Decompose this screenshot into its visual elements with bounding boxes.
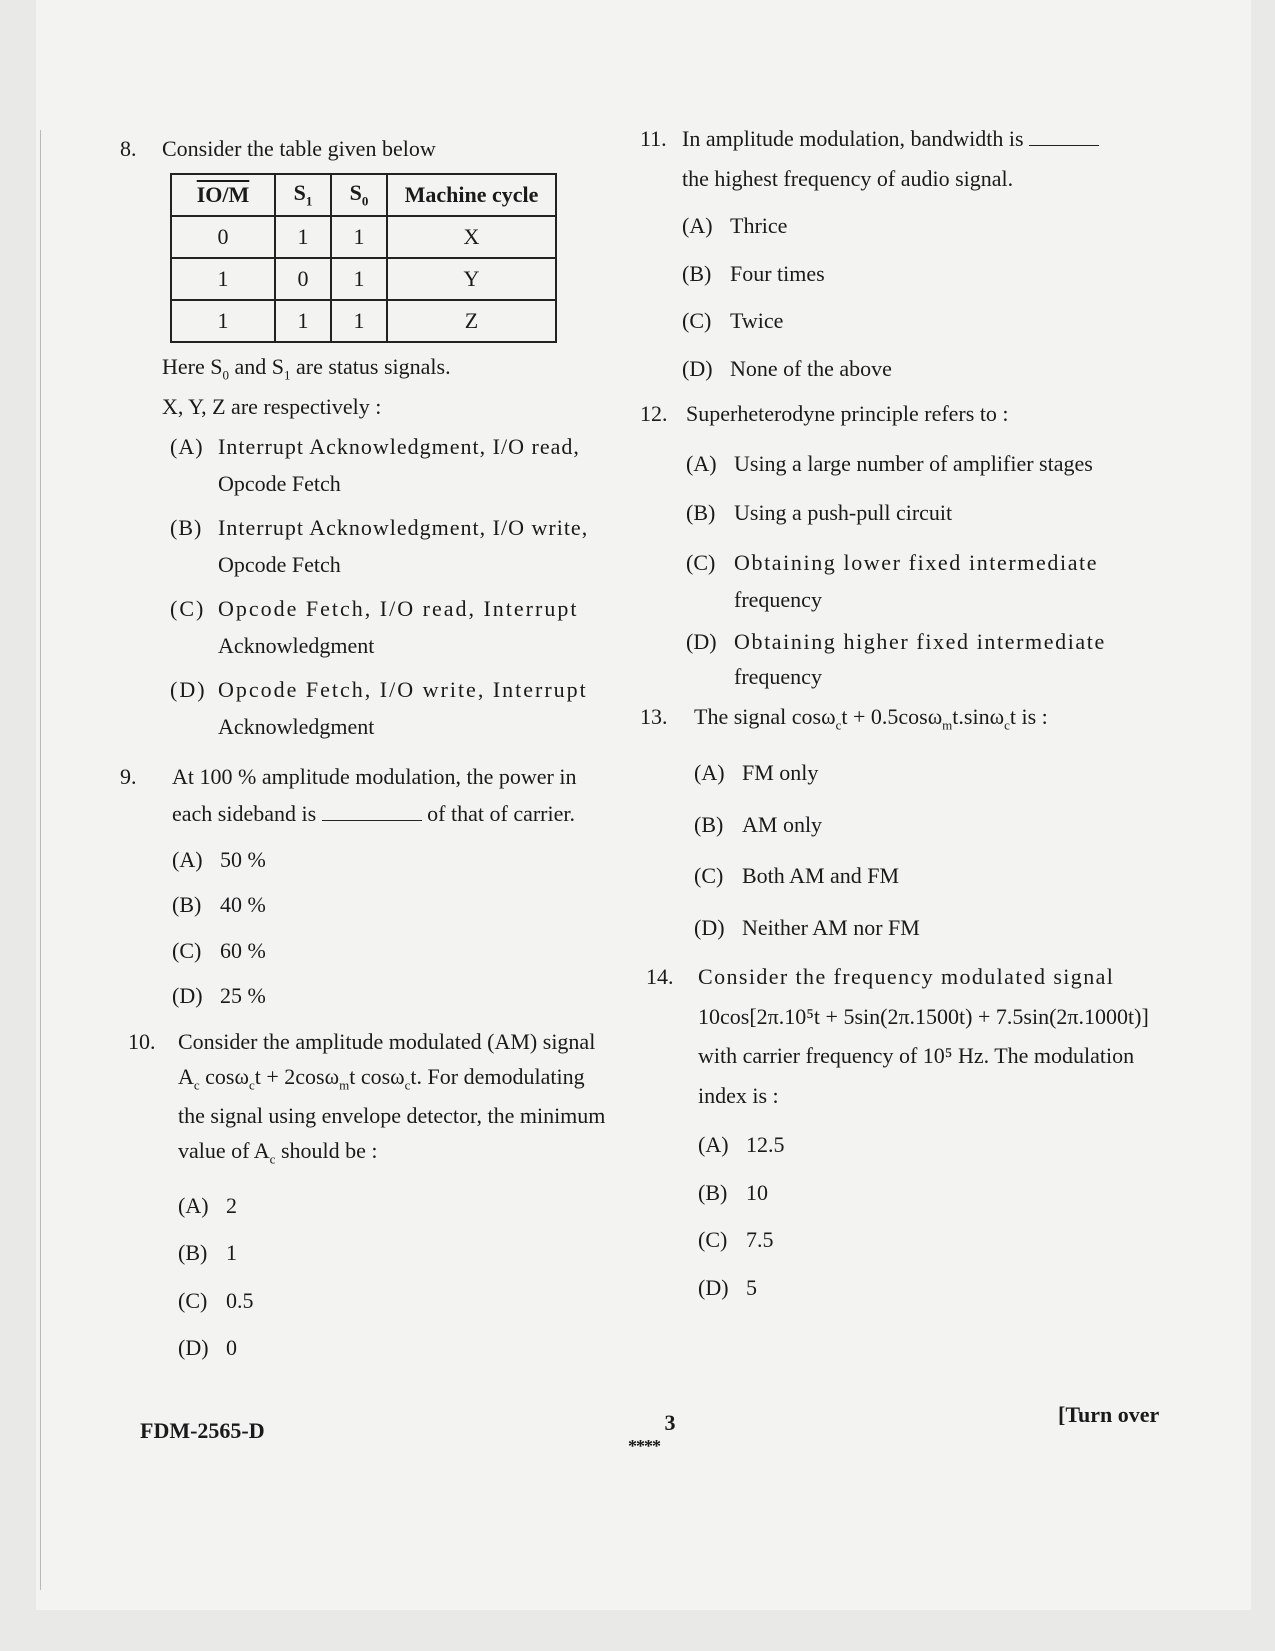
option-c: (C) Both AM and FM — [694, 863, 900, 889]
answer-blank — [322, 806, 422, 821]
option-a: (A) Interrupt Acknowledgment, I/O read, Opcode Fetch — [170, 433, 580, 497]
table-header: Machine cycle — [387, 174, 556, 216]
table-cell: 1 — [331, 216, 387, 258]
table-cell: 1 — [171, 258, 275, 300]
page-stars: **** — [628, 1436, 660, 1456]
question-number: 8. — [120, 136, 137, 161]
question-13 — [640, 703, 1185, 942]
right-column — [640, 125, 1185, 1301]
table-cell: 1 — [331, 258, 387, 300]
question-14 — [640, 963, 1185, 1301]
turn-over-note: [Turn over — [1058, 1402, 1160, 1427]
option-c: (C) Twice — [682, 308, 784, 333]
option-b: (B) Four times — [682, 260, 825, 286]
question-stem: Consider the frequency modulated signal 10cos[2π.10⁵t + 5sin(2π.1500t) + 7.5sin(2π.1000t)] with carrier frequency of 10⁵ Hz. The modulation index is : — [698, 964, 1149, 1108]
page-edge-line — [40, 130, 41, 1590]
question-10 — [120, 1028, 640, 1362]
table-cell: 1 — [275, 300, 331, 342]
question-9 — [120, 763, 640, 1010]
table-row — [171, 258, 556, 300]
question-12 — [640, 400, 1185, 691]
table-cell: X — [387, 216, 556, 258]
question-number: 14. — [646, 964, 674, 990]
option-c: (C) 0.5 — [178, 1287, 254, 1313]
option-b: (B) Using a push-pull circuit — [686, 500, 953, 525]
option-a: (A) FM only — [694, 760, 819, 786]
table-cell: Y — [387, 258, 556, 300]
option-a: (A) 50 % — [172, 846, 266, 872]
question-11 — [640, 125, 1185, 382]
option-d: (D) Obtaining higher fixed intermediate frequency — [686, 628, 1106, 689]
paper-code: FDM-2565-D — [140, 1418, 265, 1443]
status-note: Here $S_0$ and $S_1$ are status signals. — [162, 353, 451, 382]
question-number: 12. — [640, 401, 668, 426]
question-number: 10. — [128, 1028, 156, 1054]
question-8 — [120, 135, 640, 741]
option-b: (B) Interrupt Acknowledgment, I/O write, Opcode Fetch — [170, 514, 589, 578]
table-header: IO/M — [171, 174, 275, 216]
option-b: (B) 40 % — [172, 892, 266, 918]
option-d: (D) 0 — [178, 1335, 237, 1361]
question-stem: Consider the table given below — [162, 136, 436, 161]
option-b: (B) AM only — [694, 811, 823, 837]
question-stem: At 100 % amplitude modulation, the power in each sideband is of that of carrier. — [172, 763, 577, 827]
option-a: (A) 12.5 — [698, 1132, 785, 1158]
option-c: (C) 60 % — [172, 937, 266, 963]
table-header: $S_0$ — [331, 174, 387, 216]
option-a: (A) 2 — [178, 1192, 237, 1218]
question-number: 9. — [120, 763, 137, 789]
question-number: 11. — [640, 126, 667, 151]
option-c: (C) 7.5 — [698, 1227, 774, 1253]
option-a: (A) Thrice — [682, 213, 788, 238]
table-cell: 1 — [171, 300, 275, 342]
table-header: $S_1$ — [275, 174, 331, 216]
machine-cycle-table — [170, 173, 557, 343]
table-cell: 0 — [275, 258, 331, 300]
answer-blank — [1029, 131, 1099, 146]
question-number: 13. — [640, 703, 668, 729]
question-stem: Superheterodyne principle refers to : — [686, 401, 1009, 426]
question-stem: Consider the amplitude modulated (AM) signal $A_c$ cosω$_c$t + 2cosω$_m$t cosω$_c$t. For demodulating the signal using envelope detector, the minimum value of $A_c$ should be : — [178, 1028, 606, 1167]
table-row — [171, 216, 556, 258]
option-d: (D) None of the above — [682, 355, 892, 381]
table-row — [171, 300, 556, 342]
question-stem: The signal cosω$_c$t + 0.5cosω$_m$t.sinω$_c$t is : — [694, 703, 1048, 732]
option-d: (D) Opcode Fetch, I/O write, Interrupt Acknowledgment — [170, 676, 588, 740]
table-cell: 1 — [331, 300, 387, 342]
option-d: (D) 25 % — [172, 983, 266, 1009]
option-c: (C) Obtaining lower fixed intermediate frequency — [686, 549, 1099, 612]
table-cell: Z — [387, 300, 556, 342]
option-b: (B) 1 — [178, 1240, 237, 1266]
question-stem: In amplitude modulation, bandwidth is the highest frequency of audio signal. — [682, 125, 1185, 192]
table-header-row — [171, 174, 556, 216]
option-d: (D) 5 — [698, 1274, 757, 1300]
option-d: (D) Neither AM nor FM — [694, 914, 920, 940]
table-cell: 0 — [171, 216, 275, 258]
left-column — [120, 135, 640, 1362]
option-c: (C) Opcode Fetch, I/O read, Interrupt Acknowledgment — [170, 595, 579, 659]
page-number: 3 — [664, 1410, 676, 1435]
option-a: (A) Using a large number of amplifier stages — [686, 450, 1093, 476]
table-cell: 1 — [275, 216, 331, 258]
question-prompt: X, Y, Z are respectively : — [162, 394, 382, 420]
option-b: (B) 10 — [698, 1179, 768, 1205]
